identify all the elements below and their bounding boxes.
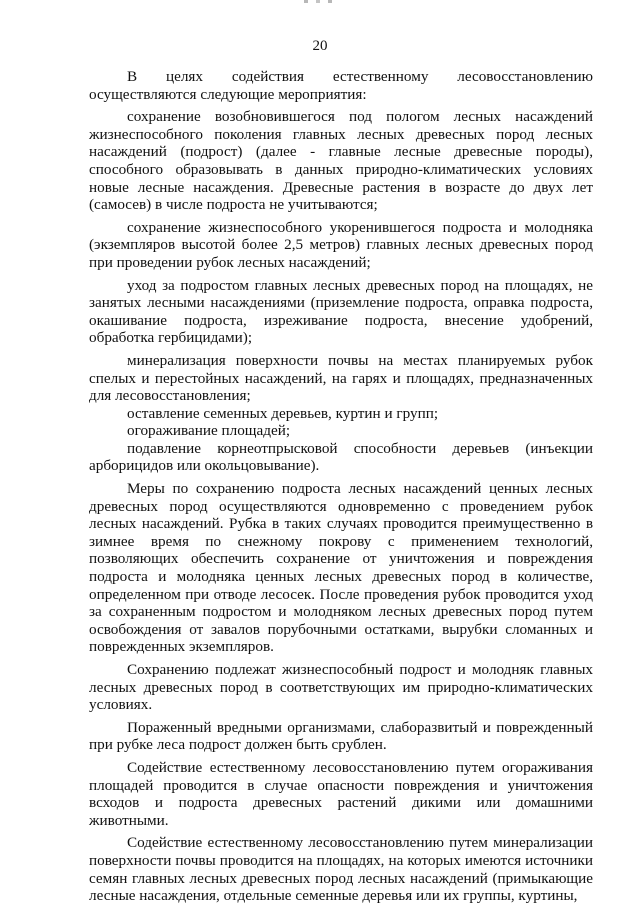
- list-item-fencing: огораживание площадей;: [127, 422, 291, 440]
- paragraph-fencing-assistance: Содействие естественному лесовосстановлению путем огораживания площадей проводится в случае опасности повреждения и уничтожения всходов и подроста древесных растений дикими или домашними животными.: [89, 758, 593, 829]
- list-item-soil-mineralization: минерализация поверхности почвы на местах планируемых рубок спелых и перестойных насаждений, на гарях и площадях, предназначенных для лесовосстановления;: [89, 351, 593, 405]
- page-number: 20: [312, 38, 328, 54]
- top-edge-mark: [296, 0, 342, 3]
- paragraph-preservation-scope: Сохранению подлежат жизнеспособный подрост и молодняк главных лесных древесных пород в соответствующих им природно-климатических условиях.: [89, 661, 593, 714]
- paragraph-intro: В целях содействия естественному лесовосстановлению осуществляются следующие мероприятия:: [89, 68, 593, 103]
- list-item-undergrowth-care: уход за подростом главных лесных древесных пород на площадях, не занятых лесными насаждениями (приземление подроста, оправка подроста, окашивание подроста, изреживание подроста, внесение удобрений, обработка гербицидами);: [89, 276, 593, 347]
- list-item-preserve-young-growth: сохранение жизнеспособного укоренившегося подроста и молодняка (экземпляров высотой более 2,5 метров) главных лесных древесных пород при проведении рубок лесных насаждений;: [89, 218, 593, 271]
- list-item-root-suppression: подавление корнеотпрысковой способности деревьев (инъекции арборицидов или окольцовывание).: [89, 439, 593, 475]
- paragraph-damaged-undergrowth: Пораженный вредными организмами, слаборазвитый и поврежденный при рубке леса подрост должен быть срублен.: [89, 718, 593, 754]
- list-item-preserve-undergrowth: сохранение возобновившегося под пологом лесных насаждений жизнеспособного поколения главных лесных древесных пород лесных насаждений (подрост) (далее - главные лесные древесные породы), способного образовывать в данных природно-климатических условиях новые лесные насаждения. Древесные растения в возрасте до двух лет (самосев) в числе подроста не учитываются;: [89, 108, 593, 214]
- document-body: [89, 68, 593, 905]
- paragraph-mineralization-assistance: Содействие естественному лесовосстановлению путем минерализации поверхности почвы проводится на площадях, на которых имеются источники семян главных лесных древесных пород лесных насаждений (примыкающие лесные насаждения, отдельные семенные деревья или их группы, куртины,: [89, 834, 593, 905]
- paragraph-undergrowth-measures: Меры по сохранению подроста лесных насаждений ценных лесных древесных пород осуществляются одновременно с проведением рубок лесных насаждений. Рубка в таких случаях проводится преимущественно в зимнее время по снежному покрову с применением технологий, позволяющих обеспечить сохранение от уничтожения и повреждения подроста и молодняка ценных лесных древесных пород в количестве, определенном при отводе лесосек. После проведения рубок проводится уход за сохраненным подростом и молодняком лесных древесных пород путем освобождения от завалов порубочными остатками, вырубки сломанных и поврежденных экземпляров.: [89, 480, 593, 656]
- list-item-seed-trees: оставление семенных деревьев, куртин и групп;: [127, 404, 439, 422]
